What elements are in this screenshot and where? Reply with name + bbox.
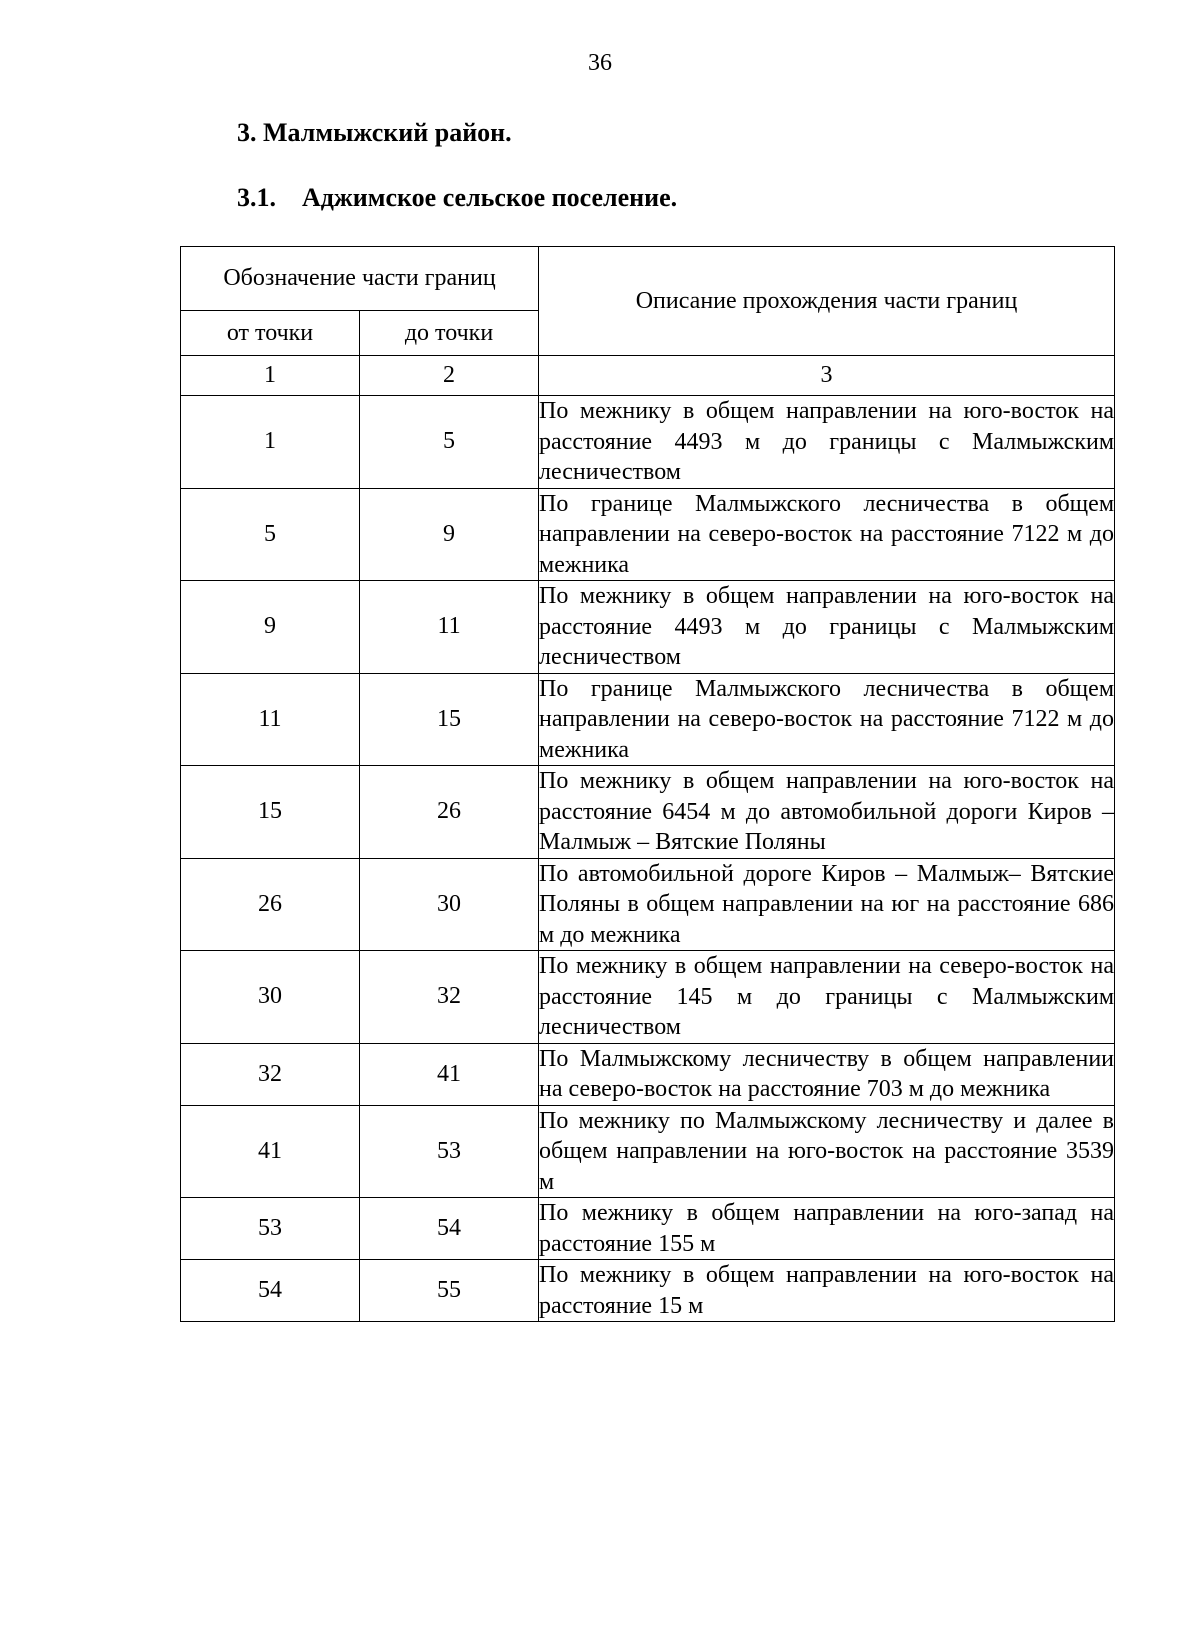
- table-row: [181, 1043, 1115, 1105]
- subsection-heading: [237, 183, 677, 213]
- table-row: [181, 1260, 1115, 1322]
- table-row: [181, 581, 1115, 674]
- description-cell: По автомобильной дороге Киров – Малмыж– Вятские Поляны в общем направлении на юг на расстояние 686 м до межника: [539, 858, 1115, 951]
- column-number-2: 2: [360, 356, 539, 396]
- from-point-cell: 5: [181, 488, 360, 581]
- to-point-cell: 5: [360, 396, 539, 489]
- to-point-cell: 11: [360, 581, 539, 674]
- to-point-cell: 15: [360, 673, 539, 766]
- description-cell: По межнику в общем направлении на юго-восток на расстояние 15 м: [539, 1260, 1115, 1322]
- header-from-point: от точки: [181, 311, 360, 356]
- column-number-row: [181, 356, 1115, 396]
- table-row: [181, 1198, 1115, 1260]
- table-row: [181, 488, 1115, 581]
- to-point-cell: 55: [360, 1260, 539, 1322]
- to-point-cell: 41: [360, 1043, 539, 1105]
- subsection-number: 3.1.: [237, 183, 276, 212]
- from-point-cell: 54: [181, 1260, 360, 1322]
- boundary-table: [180, 246, 1115, 1322]
- from-point-cell: 32: [181, 1043, 360, 1105]
- header-boundary-designation: Обозначение части границ: [181, 247, 539, 311]
- from-point-cell: 11: [181, 673, 360, 766]
- table-row: [181, 673, 1115, 766]
- table-row: [181, 858, 1115, 951]
- description-cell: По Малмыжскому лесничеству в общем направлении на северо-восток на расстояние 703 м до межника: [539, 1043, 1115, 1105]
- to-point-cell: 26: [360, 766, 539, 859]
- from-point-cell: 53: [181, 1198, 360, 1260]
- boundary-table-body: [181, 247, 1115, 1322]
- description-cell: По межнику по Малмыжскому лесничеству и далее в общем направлении на юго-восток на расстояние 3539 м: [539, 1105, 1115, 1198]
- description-cell: По межнику в общем направлении на юго-восток на расстояние 4493 м до границы с Малмыжским лесничеством: [539, 581, 1115, 674]
- description-cell: По межнику в общем направлении на юго-восток на расстояние 4493 м до границы с Малмыжским лесничеством: [539, 396, 1115, 489]
- to-point-cell: 32: [360, 951, 539, 1044]
- table-row: [181, 1105, 1115, 1198]
- table-row: [181, 951, 1115, 1044]
- table-row: [181, 396, 1115, 489]
- column-number-3: 3: [539, 356, 1115, 396]
- from-point-cell: 41: [181, 1105, 360, 1198]
- from-point-cell: 1: [181, 396, 360, 489]
- to-point-cell: 54: [360, 1198, 539, 1260]
- to-point-cell: 9: [360, 488, 539, 581]
- table-header-row: [181, 247, 1115, 311]
- from-point-cell: 30: [181, 951, 360, 1044]
- description-cell: По границе Малмыжского лесничества в общем направлении на северо-восток на расстояние 7122 м до межника: [539, 673, 1115, 766]
- subsection-title: Аджимское сельское поселение.: [302, 183, 678, 212]
- header-to-point: до точки: [360, 311, 539, 356]
- from-point-cell: 26: [181, 858, 360, 951]
- description-cell: По границе Малмыжского лесничества в общем направлении на северо-восток на расстояние 7122 м до межника: [539, 488, 1115, 581]
- to-point-cell: 53: [360, 1105, 539, 1198]
- column-number-1: 1: [181, 356, 360, 396]
- to-point-cell: 30: [360, 858, 539, 951]
- from-point-cell: 15: [181, 766, 360, 859]
- from-point-cell: 9: [181, 581, 360, 674]
- page-number: 36: [588, 50, 612, 76]
- description-cell: По межнику в общем направлении на юго-запад на расстояние 155 м: [539, 1198, 1115, 1260]
- description-cell: По межнику в общем направлении на северо-восток на расстояние 145 м до границы с Малмыжским лесничеством: [539, 951, 1115, 1044]
- header-boundary-description: Описание прохождения части границ: [539, 247, 1115, 356]
- table-row: [181, 766, 1115, 859]
- section-heading: 3. Малмыжский район.: [237, 118, 512, 147]
- description-cell: По межнику в общем направлении на юго-восток на расстояние 6454 м до автомобильной дороги Киров – Малмыж – Вятские Поляны: [539, 766, 1115, 859]
